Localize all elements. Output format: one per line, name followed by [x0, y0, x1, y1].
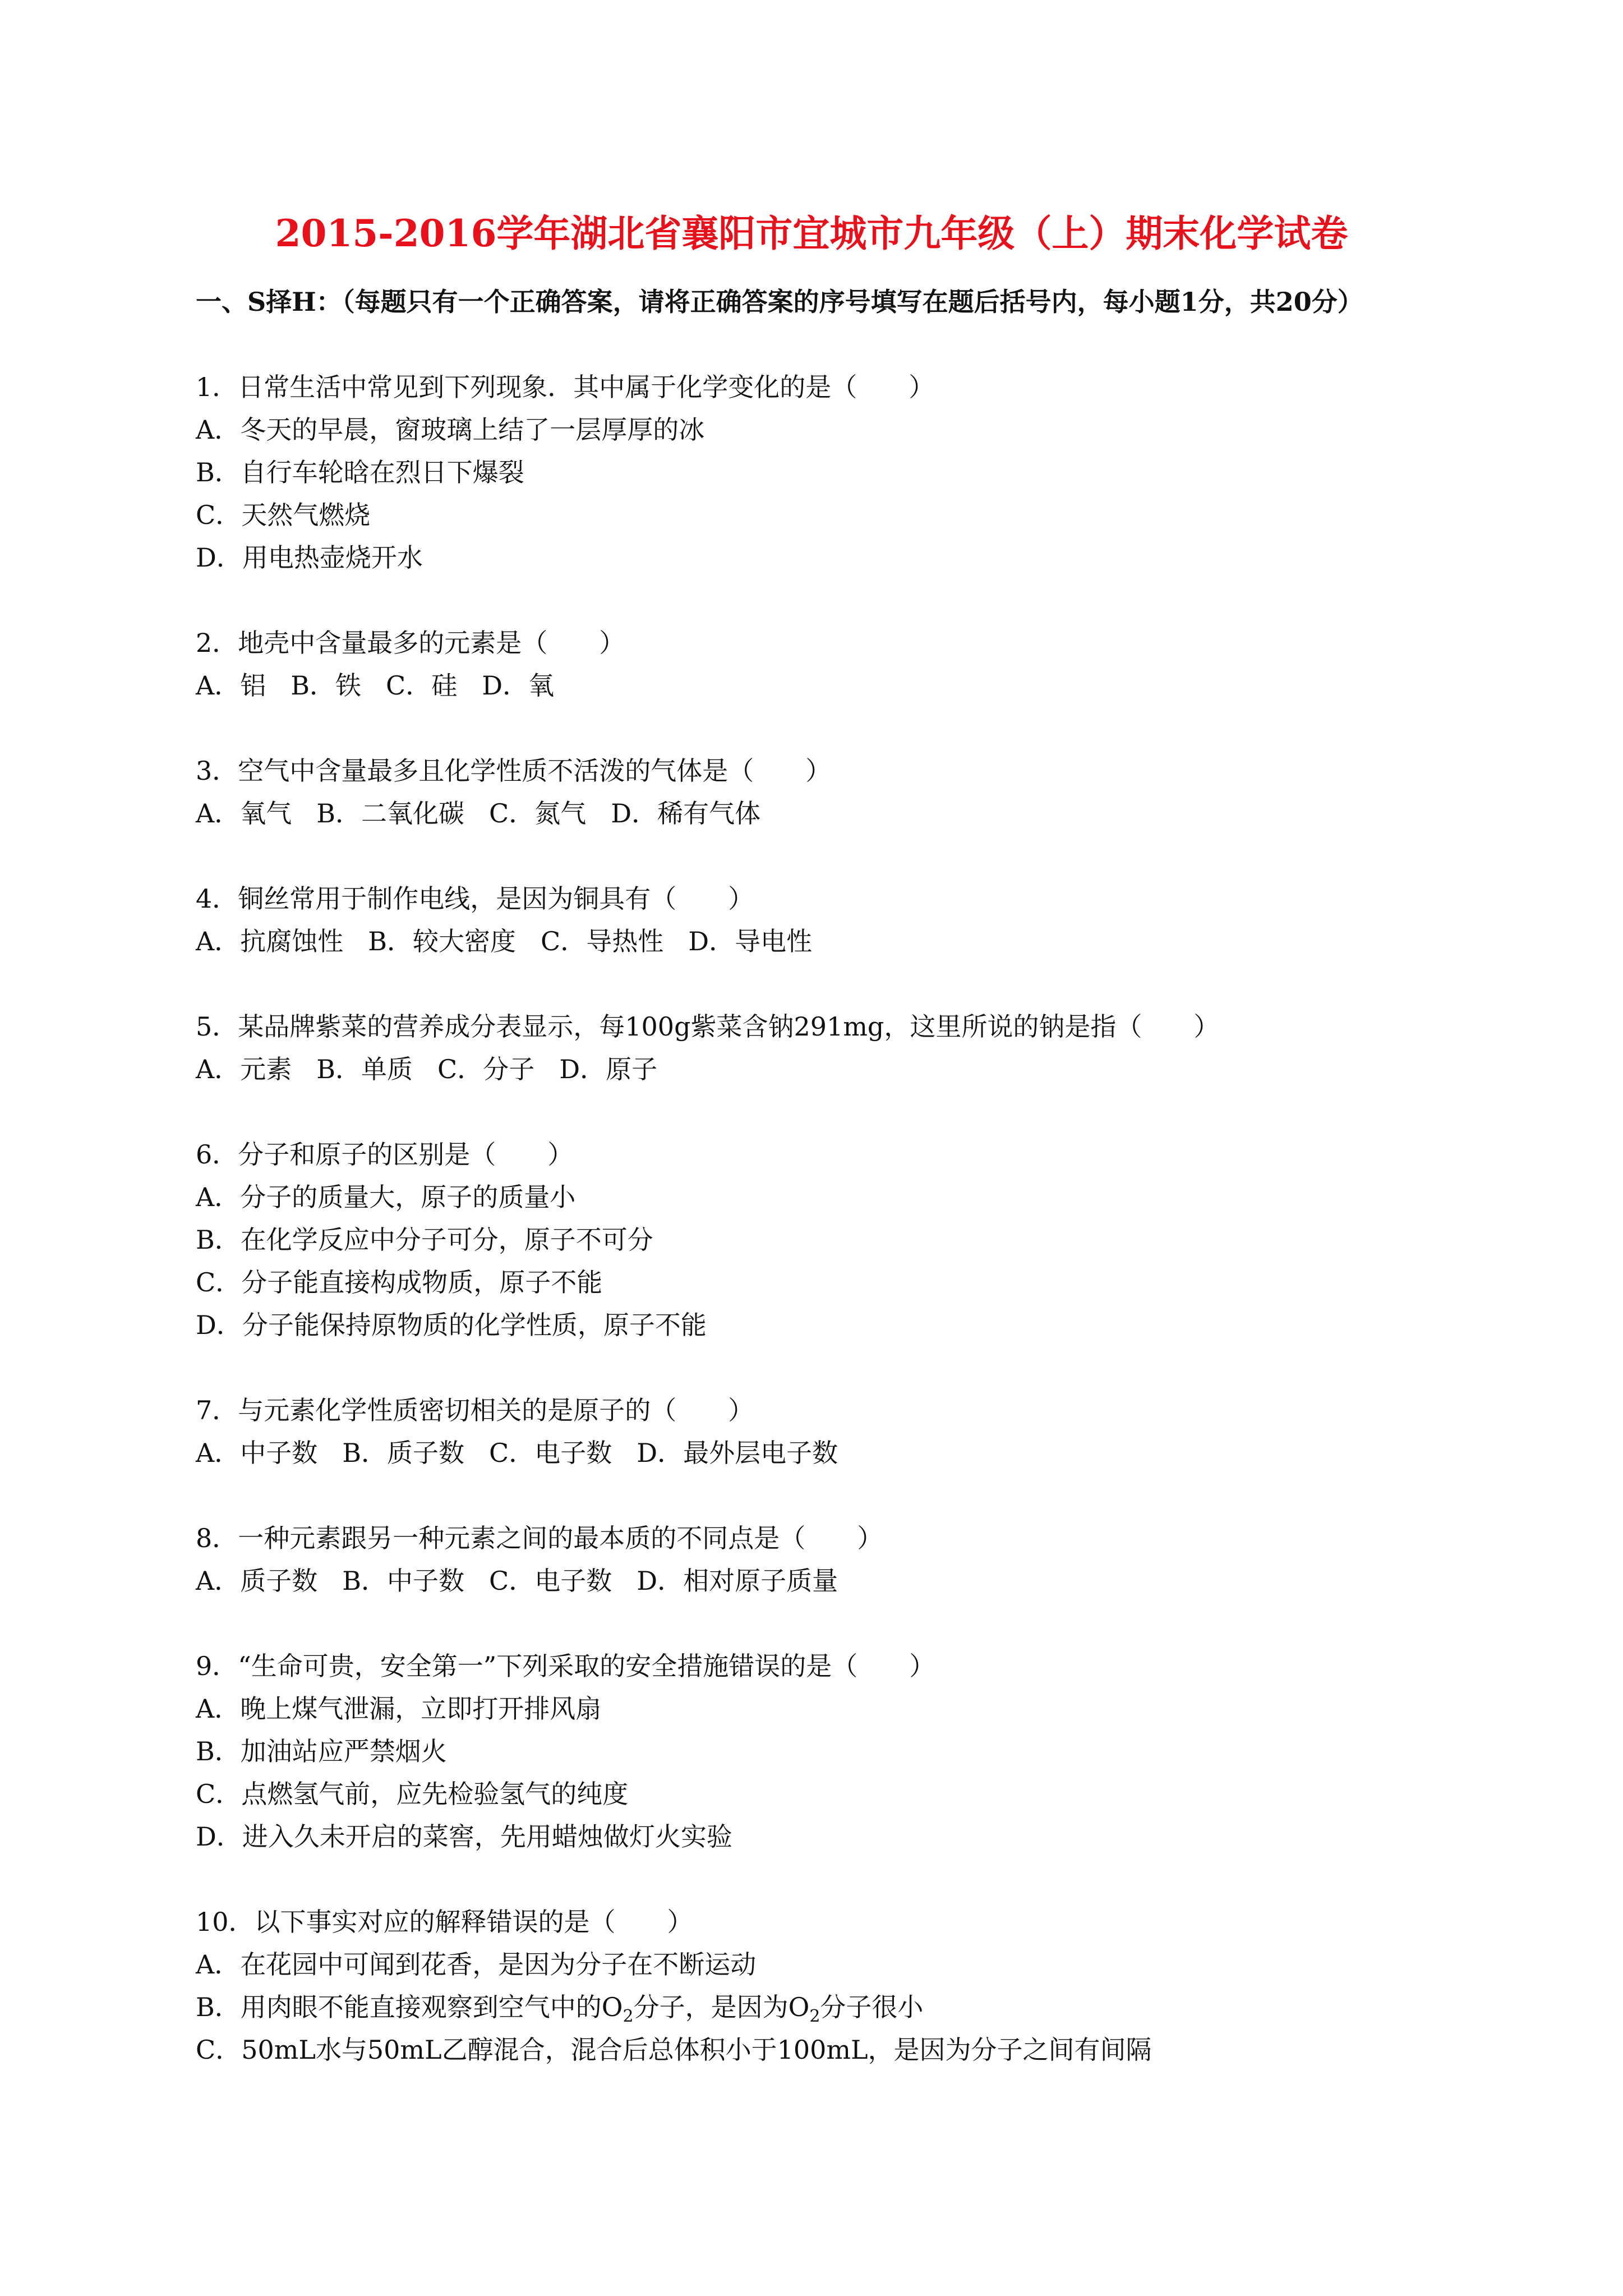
question-9: [196, 1645, 1430, 1858]
question-stem: 10．以下事实对应的解释错误的是（ ）: [196, 1907, 693, 1937]
option-a: A．质子数: [196, 1566, 318, 1596]
question-1: [196, 366, 1430, 579]
question-stem: 8．一种元素跟另一种元素之间的最本质的不同点是（ ）: [196, 1523, 883, 1553]
option-a: A．冬天的早晨，窗玻璃上结了一层厚厚的冰: [196, 415, 705, 445]
option-d: D．相对原子质量: [637, 1566, 838, 1596]
option-c: C．导热性: [541, 926, 664, 956]
question-stem: 3．空气中含量最多且化学性质不活泼的气体是（ ）: [196, 756, 832, 786]
option-d: D．分子能保持原物质的化学性质，原子不能: [196, 1310, 707, 1340]
option-a: A．元素: [196, 1054, 292, 1084]
option-c: C．50mL水与50mL乙醇混合，混合后总体积小于100mL，是因为分子之间有间隔: [196, 2035, 1152, 2065]
question-4: [196, 877, 1430, 963]
option-d: D．导电性: [688, 926, 813, 956]
question-5: [196, 1005, 1430, 1091]
option-b: [196, 1986, 1430, 2028]
subscript-2: 2: [809, 2007, 820, 2027]
option-row: [196, 1559, 1430, 1602]
option-c: C．点燃氢气前，应先检验氢气的纯度: [196, 1779, 629, 1809]
question-10: [196, 1901, 1430, 2071]
exam-title: 2015-2016学年湖北省襄阳市宜城市九年级（上）期末化学试卷: [275, 211, 1348, 255]
question-stem: 9．“生命可贵，安全第一”下列采取的安全措施错误的是（ ）: [196, 1651, 935, 1681]
option-b: B．加油站应严禁烟火: [196, 1736, 447, 1766]
option-c: C．电子数: [489, 1566, 612, 1596]
question-stem: 2．地壳中含量最多的元素是（ ）: [196, 628, 625, 658]
option-b: B．二氧化碳: [316, 798, 465, 829]
question-2: [196, 622, 1430, 707]
option-row: [196, 664, 1430, 707]
question-list: [196, 366, 1430, 2114]
option-c: C．天然气燃烧: [196, 500, 371, 530]
option-d: D．进入久未开启的菜窖，先用蜡烛做灯火实验: [196, 1821, 732, 1852]
option-c: C．分子: [437, 1054, 535, 1084]
section-heading: 一、S择H：（每题只有一个正确答案，请将正确答案的序号填写在题后括号内，每小题1分，共20分）: [196, 287, 1363, 317]
question-stem: 4．铜丝常用于制作电线，是因为铜具有（ ）: [196, 884, 754, 914]
option-b: B．铁: [291, 670, 362, 701]
option-row: [196, 920, 1430, 963]
option-b: B．单质: [316, 1054, 413, 1084]
option-b-text-2: 分子，是因为O: [633, 1992, 810, 2022]
question-stem: 1．日常生活中常见到下列现象．其中属于化学变化的是（ ）: [196, 372, 935, 402]
option-a: A．铝: [196, 670, 266, 701]
option-c: C．硅: [386, 670, 458, 701]
option-c: C．电子数: [489, 1438, 612, 1468]
option-d: D．最外层电子数: [637, 1438, 838, 1468]
option-d: D．氧: [482, 670, 555, 701]
option-c: C．分子能直接构成物质，原子不能: [196, 1267, 603, 1297]
option-c: C．氮气: [489, 798, 587, 829]
question-stem: 6．分子和原子的区别是（ ）: [196, 1139, 574, 1170]
option-b: B．自行车轮晗在烈日下爆裂: [196, 457, 524, 487]
option-b-text-1: B．用肉眼不能直接观察到空气中的O: [196, 1992, 623, 2022]
option-b: B．在化学反应中分子可分，原子不可分: [196, 1225, 653, 1255]
option-a: A．晚上煤气泄漏，立即打开排风扇: [196, 1694, 602, 1724]
question-stem: 7．与元素化学性质密切相关的是原子的（ ）: [196, 1395, 754, 1425]
question-6: [196, 1133, 1430, 1346]
option-b-text-3: 分子很小: [820, 1992, 924, 2022]
option-a: A．在花园中可闻到花香，是因为分子在不断运动: [196, 1949, 757, 1980]
option-a: A．抗腐蚀性: [196, 926, 344, 956]
option-d: D．稀有气体: [611, 798, 761, 829]
option-b: B．质子数: [342, 1438, 465, 1468]
option-d: D．原子: [559, 1054, 658, 1084]
option-b: B．较大密度: [368, 926, 517, 956]
question-stem: 5．某品牌紫菜的营养成分表显示，每100g紫菜含钠291mg，这里所说的钠是指（ ）: [196, 1011, 1220, 1042]
option-d: D．用电热壶烧开水: [196, 542, 423, 573]
option-b: B．中子数: [342, 1566, 465, 1596]
option-row: [196, 1048, 1430, 1091]
option-a: A．中子数: [196, 1438, 318, 1468]
question-3: [196, 749, 1430, 835]
question-8: [196, 1517, 1430, 1602]
option-row: [196, 1432, 1430, 1474]
option-a: A．分子的质量大，原子的质量小: [196, 1182, 576, 1212]
subscript-2: 2: [623, 2007, 634, 2027]
option-a: A．氧气: [196, 798, 292, 829]
option-row: [196, 792, 1430, 835]
question-7: [196, 1389, 1430, 1474]
